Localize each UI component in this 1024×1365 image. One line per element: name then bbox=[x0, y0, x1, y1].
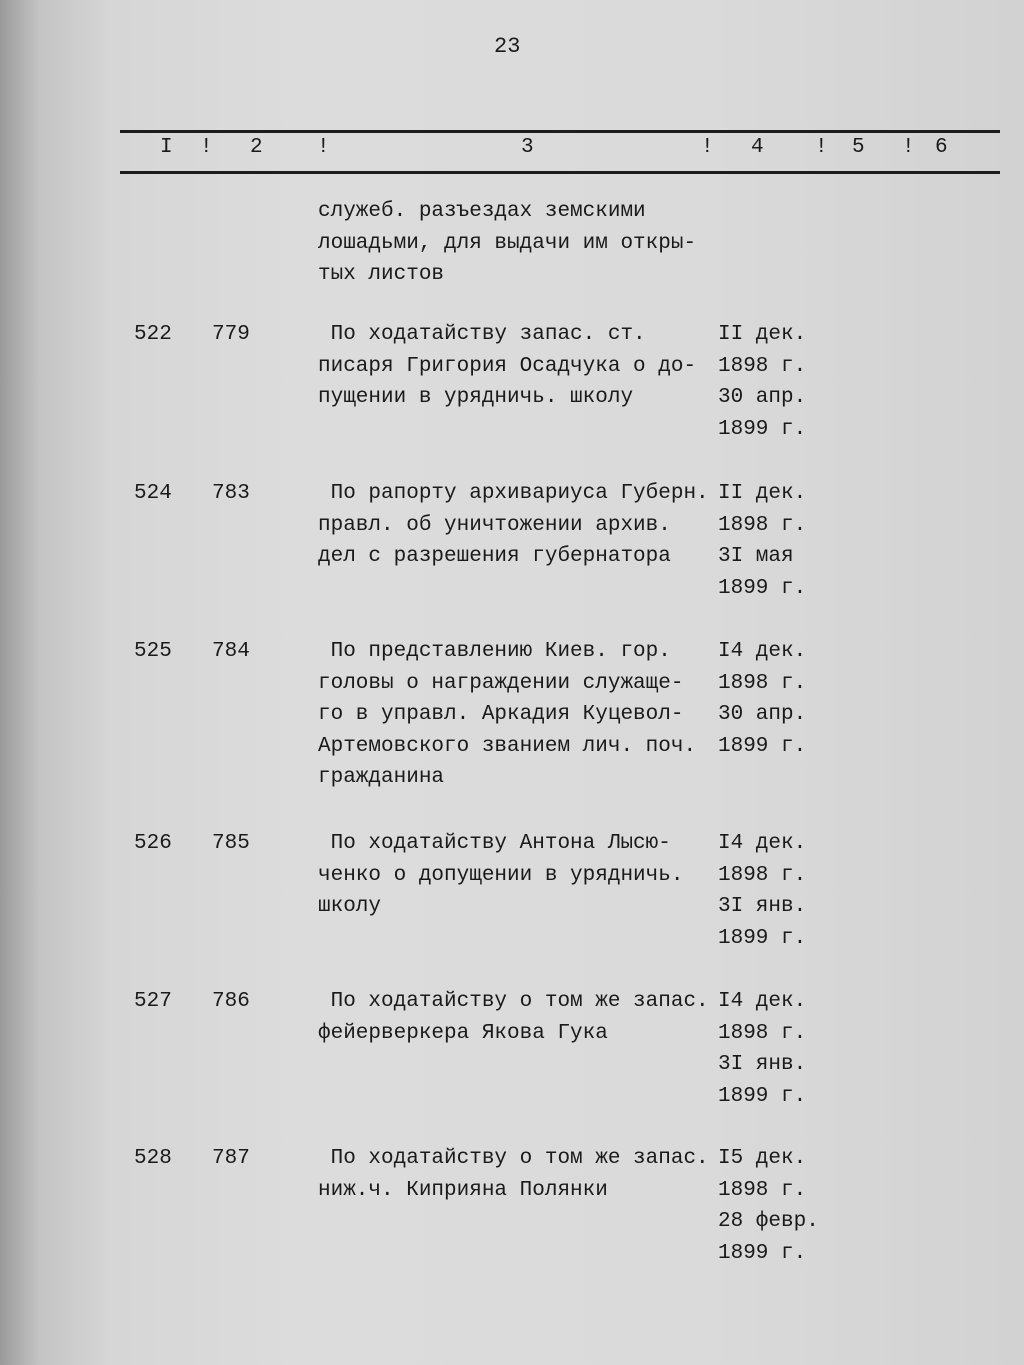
entry-number: 524 bbox=[134, 482, 172, 505]
col-1-header: I bbox=[160, 136, 173, 159]
date-line: 1899 г. bbox=[718, 576, 807, 600]
col-2-header: 2 bbox=[250, 136, 263, 159]
entry-description bbox=[318, 196, 696, 291]
entry-description bbox=[318, 828, 683, 923]
description-line: го в управл. Аркадия Куцевол- bbox=[318, 703, 684, 726]
date-line: 1898 г. bbox=[718, 513, 807, 537]
date-line: 1899 г. bbox=[718, 1241, 807, 1265]
description-line: школу bbox=[318, 895, 382, 918]
entry-description bbox=[318, 1143, 709, 1206]
date-line: I5 дек. bbox=[718, 1147, 807, 1170]
entry-dates bbox=[718, 986, 806, 1112]
page-number: 23 bbox=[494, 34, 521, 59]
date-line: I4 дек. bbox=[718, 832, 807, 855]
entry-description bbox=[318, 636, 696, 794]
description-line: По рапорту архивариуса Губерн. bbox=[318, 482, 709, 505]
header-top-rule bbox=[120, 130, 1000, 133]
date-line: 30 апр. bbox=[718, 703, 807, 726]
entry-dates bbox=[718, 636, 806, 762]
date-line: 1899 г. bbox=[718, 417, 807, 441]
entry-number: 526 bbox=[134, 832, 172, 855]
case-number: 779 bbox=[212, 323, 250, 346]
description-line: писаря Григория Осадчука о до- bbox=[318, 354, 697, 378]
entry-description bbox=[318, 478, 709, 573]
date-line: 1899 г. bbox=[718, 1084, 807, 1108]
col-3-header: 3 bbox=[521, 136, 534, 159]
date-line: 1898 г. bbox=[718, 1178, 807, 1202]
entry-dates bbox=[718, 478, 806, 604]
entry-number: 525 bbox=[134, 640, 172, 663]
description-line: По ходатайству о том же запас. bbox=[318, 1147, 709, 1170]
date-line: 3I мая bbox=[718, 545, 794, 568]
description-line: фейерверкера Якова Гука bbox=[318, 1021, 608, 1045]
description-line: По ходатайству запас. ст. bbox=[318, 323, 646, 346]
description-line: тых листов bbox=[318, 263, 445, 286]
date-line: 1898 г. bbox=[718, 1021, 807, 1045]
description-line: пущении в урядничь. школу bbox=[318, 386, 634, 409]
date-line: 3I янв. bbox=[718, 1053, 807, 1076]
entry-dates bbox=[718, 319, 806, 445]
entry-number: 522 bbox=[134, 323, 172, 346]
description-line: дел с разрешения губернатора bbox=[318, 545, 671, 568]
case-number: 785 bbox=[212, 832, 250, 855]
entry-description bbox=[318, 319, 696, 414]
date-line: 1899 г. bbox=[718, 926, 807, 950]
col-separator: ! bbox=[200, 136, 213, 159]
col-6-header: 6 bbox=[935, 136, 948, 159]
description-line: гражданина bbox=[318, 766, 445, 789]
case-number: 786 bbox=[212, 990, 250, 1013]
date-line: 1898 г. bbox=[718, 671, 807, 695]
col-separator: ! bbox=[701, 136, 714, 159]
entry-dates bbox=[718, 828, 806, 954]
header-bottom-rule bbox=[120, 171, 1000, 174]
col-separator: ! bbox=[815, 136, 828, 159]
description-line: ченко о допущении в урядничь. bbox=[318, 863, 684, 887]
description-line: правл. об уничтожении архив. bbox=[318, 513, 671, 537]
date-line: 1898 г. bbox=[718, 863, 807, 887]
col-4-header: 4 bbox=[751, 136, 764, 159]
description-line: головы о награждении служаще- bbox=[318, 671, 684, 695]
date-line: I4 дек. bbox=[718, 990, 807, 1013]
entry-dates bbox=[718, 1143, 819, 1269]
date-line: II дек. bbox=[718, 323, 807, 346]
col-separator: ! bbox=[317, 136, 330, 159]
date-line: I4 дек. bbox=[718, 640, 807, 663]
col-separator: ! bbox=[902, 136, 915, 159]
case-number: 787 bbox=[212, 1147, 250, 1170]
entry-number: 528 bbox=[134, 1147, 172, 1170]
description-line: ниж.ч. Киприяна Полянки bbox=[318, 1178, 608, 1202]
description-line: По ходатайству Антона Лысю- bbox=[318, 832, 671, 855]
description-line: лошадьми, для выдачи им откры- bbox=[318, 231, 697, 255]
case-number: 783 bbox=[212, 482, 250, 505]
date-line: 3I янв. bbox=[718, 895, 807, 918]
col-5-header: 5 bbox=[852, 136, 865, 159]
description-line: служеб. разъездах земскими bbox=[318, 200, 646, 223]
entry-description bbox=[318, 986, 709, 1049]
description-line: Артемовского званием лич. поч. bbox=[318, 734, 697, 758]
date-line: 1899 г. bbox=[718, 734, 807, 758]
date-line: 30 апр. bbox=[718, 386, 807, 409]
description-line: По ходатайству о том же запас. bbox=[318, 990, 709, 1013]
date-line: 28 февр. bbox=[718, 1210, 819, 1233]
description-line: По представлению Киев. гор. bbox=[318, 640, 671, 663]
date-line: II дек. bbox=[718, 482, 807, 505]
date-line: 1898 г. bbox=[718, 354, 807, 378]
entry-number: 527 bbox=[134, 990, 172, 1013]
case-number: 784 bbox=[212, 640, 250, 663]
